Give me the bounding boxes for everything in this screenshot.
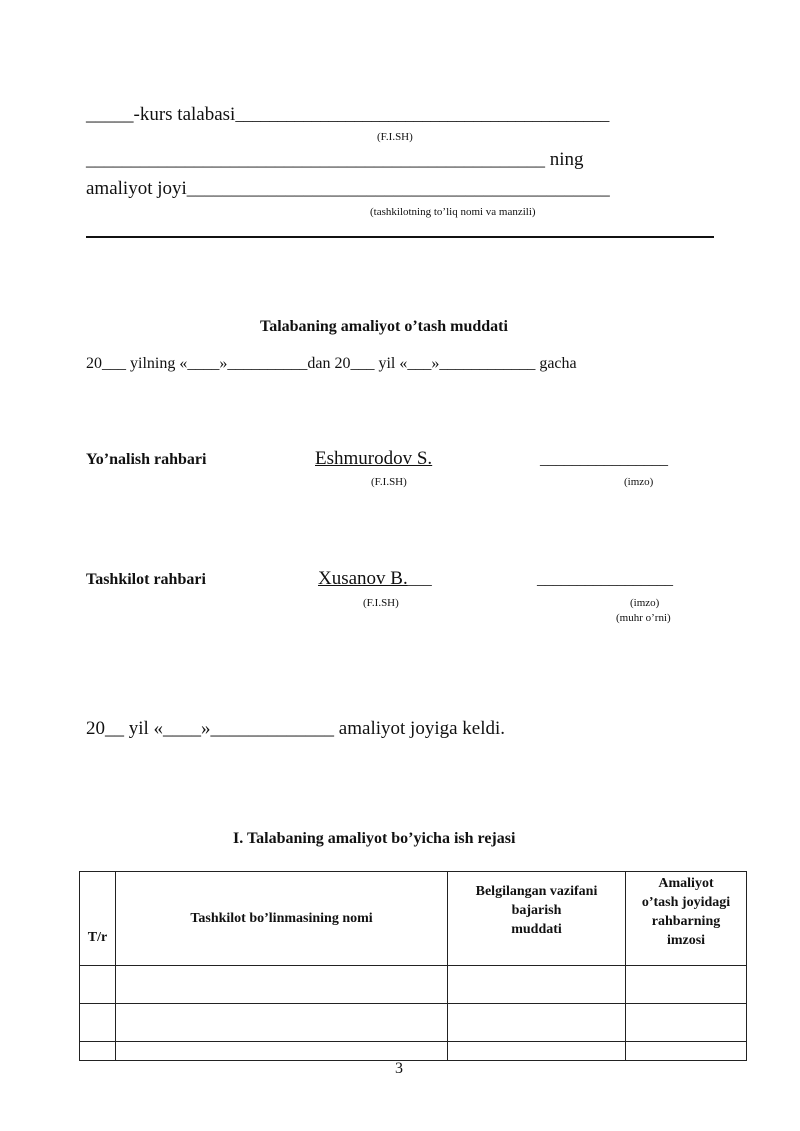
page-number: 3 [395,1060,403,1077]
stamp-caption: (muhr o’rni) [616,612,671,624]
table-cell[interactable] [626,1042,747,1061]
period-text: 20___ yilning «____»__________dan 20___ yil «___»____________ gacha [86,355,577,372]
table-cell[interactable] [80,966,116,1004]
course-student-label: _____-kurs talabasi [86,104,236,125]
supervisor-sign-caption: (imzo) [624,476,654,488]
work-plan-table [79,871,747,1061]
table-cell[interactable] [116,1004,448,1042]
course-student-line [86,104,609,126]
header-deadline-line2: bajarish [511,903,562,918]
table-row [80,966,747,1004]
header-deadline-line3: muddati [511,922,562,937]
divider-line [86,236,714,238]
plan-title: I. Talabaning amaliyot bo’yicha ish rejasi [233,830,516,847]
supervisor-fish-caption: (F.I.SH) [371,476,407,488]
ning-word: ning [549,149,584,170]
header-number: T/r [80,872,116,966]
table-row [80,1004,747,1042]
org-head-sign-caption: (imzo) [630,597,660,609]
org-head-label: Tashkilot rahbari [86,571,206,588]
org-head-sign-line: _________________ [537,571,673,588]
table-cell[interactable] [448,1004,626,1042]
practice-place-label: amaliyot joyi [86,178,187,199]
header-deadline [448,872,626,966]
practice-place-line [86,178,610,200]
header-signature-line3: rahbarning [651,914,721,929]
header-signature-line4: imzosi [666,933,706,948]
table-cell[interactable] [80,1042,116,1061]
table-cell[interactable] [448,966,626,1004]
header-signature-line1: Amaliyot [658,876,714,891]
arrival-text: 20__ yil «____»_____________ amaliyot joyiga keldi. [86,718,506,739]
table-cell[interactable] [116,1042,448,1061]
org-head-name-tail: ___ [407,571,432,588]
header-deadline-line1: Belgilangan vazifani [475,884,598,899]
org-caption: (tashkilotning to’liq nomi va manzili) [370,206,536,218]
student-name-line: ____________________________________________ [235,105,610,124]
table-cell[interactable] [448,1042,626,1061]
table-cell[interactable] [626,966,747,1004]
org-head-name-line [318,568,432,590]
header-signature-line2: o’tash joyidagi [641,895,731,910]
header-unit-name: Tashkilot bo’linmasining nomi [116,872,448,966]
table-cell[interactable] [80,1004,116,1042]
supervisor-sign-line: ________________ [540,451,668,468]
org-head-fish-caption: (F.I.SH) [363,597,399,609]
ning-line [86,149,584,171]
header-signature [626,872,747,966]
org-head-name: Xusanov B. [318,568,408,589]
table-header-row [80,872,747,966]
practice-place-blank: _______________________________________________ [186,178,610,198]
table-row [80,1042,747,1061]
ning-blank: ___________________________________________________ [86,149,545,169]
table-cell[interactable] [626,1004,747,1042]
supervisor-label: Yo’nalish rahbari [86,451,207,468]
period-title: Talabaning amaliyot o’tash muddati [260,318,508,335]
supervisor-name: Eshmurodov S. [315,448,433,469]
table-cell[interactable] [116,966,448,1004]
fish-caption-student: (F.I.SH) [377,131,413,143]
